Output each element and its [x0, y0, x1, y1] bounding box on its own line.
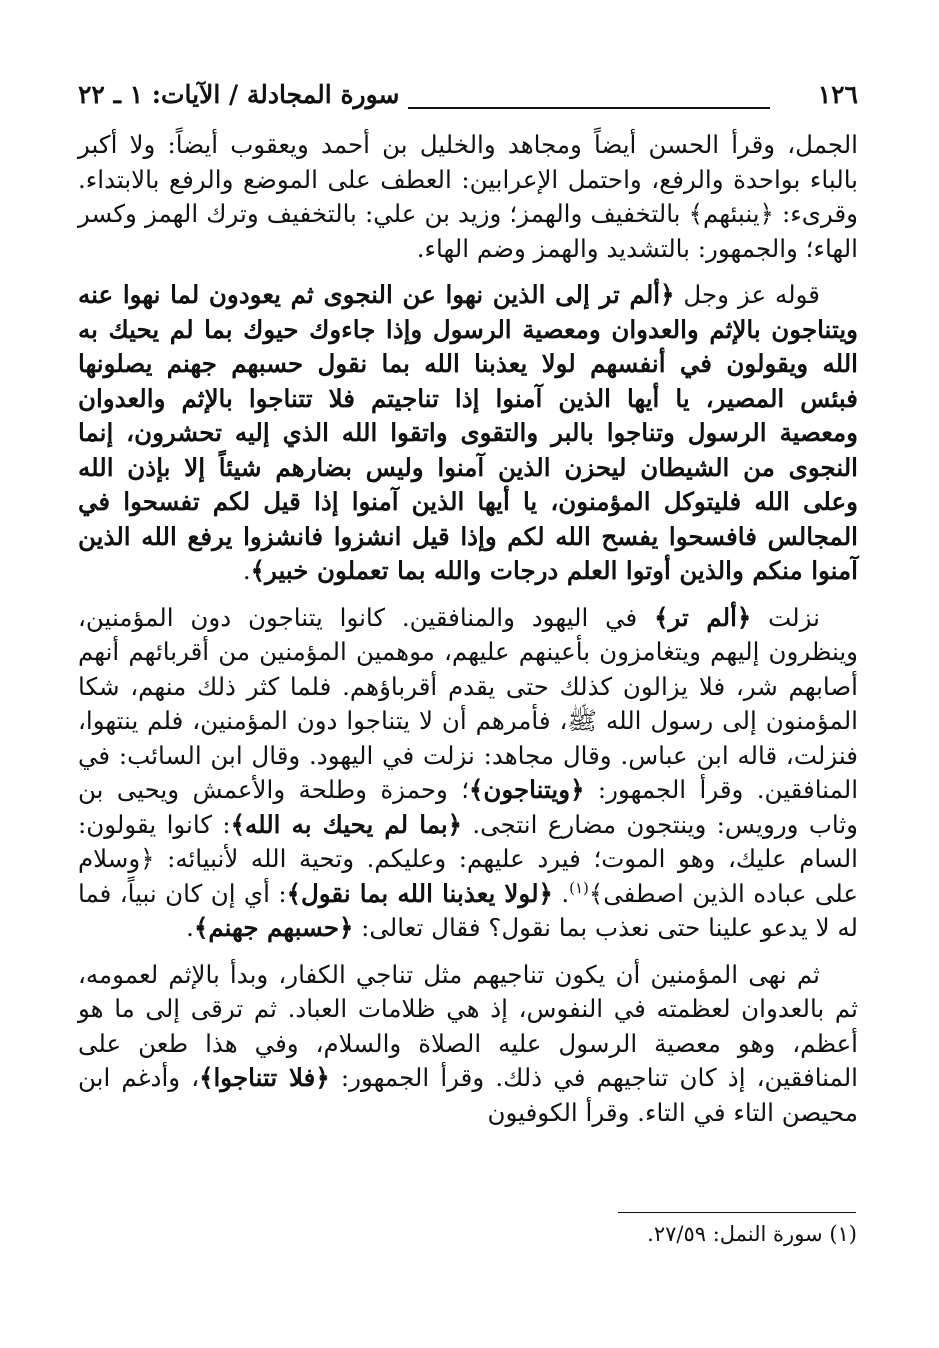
paragraph-2-end: . [242, 556, 251, 585]
p3-verse-alam-tara: ﴿ألم تر﴾ [654, 602, 752, 632]
page-header [78, 80, 858, 120]
paragraph-1-text: الجمل، وقرأ الحسن أيضاً ومجاهد والخليل بن أحمد ويعقوب أيضاً: ولا أكبر بالباء بواحدة والرفع، واحتمل الإعرابين: العطف على الموضع والرفع بالابتداء. وقرىء: ﴿ينبئهم﴾ بالتخفيف والهمز؛ وزيد بن علي: بالتخفيف وترك الهمز وكسر الهاء؛ والجمهور: بالتشديد والهمز وضم الهاء. [78, 130, 858, 263]
p3-verse-bima-lam: ﴿بما لم يحيك به الله﴾ [230, 809, 463, 839]
footnote-reference[interactable]: (١) [569, 878, 589, 897]
footnote-rule [618, 1212, 856, 1213]
p3-part-c: في اليهود والمنافقين. كانوا يتناجون دون المؤمنين، وينظرون إليهم ويتغامزون بأعينهم عليهم، موهمين المؤمنين من أقربائهم أنهم أصابهم شر، فلا يزالون كذلك حتى يقدم أقرباؤهم. فلما كثر ذلك منهم، شكا المؤمنون إلى رسول الله ﷺ، فأمرهم أن لا يتناجوا دون المؤمنين، فلم ينتهوا، فنزلت، قاله ابن عباس. وقال مجاهد: نزلت في اليهود. وقال ابن السائب: في المنافقين. وقرأ الجمهور: [78, 602, 859, 804]
p3-part-a: نزلت [751, 602, 820, 632]
p3-verse-yatanajawn: ﴿ويتناجون﴾ [469, 775, 585, 804]
p3-verse-hasbuhum: ﴿حسبهم جهنم﴾ [193, 913, 354, 942]
p3-part-g: : كانوا يقولون: السام عليك، وهو الموت؛ فيرد عليهم: وعليكم. وتحية الله لأنبيائه: ﴿وسلام على عباده الذين اصطفى﴾ [78, 809, 859, 908]
paragraph-2 [78, 278, 858, 589]
running-title: سورة المجادلة / الآيات: ١ ـ ٢٢ [78, 80, 400, 109]
paragraph-4 [78, 958, 858, 1131]
p4-verse-fala-tatanajaw: ﴿فلا تتناجوا﴾ [199, 1063, 330, 1092]
paragraph-2-lead: قوله عز وجل [674, 280, 821, 309]
paragraph-3 [78, 601, 858, 946]
header-rule [408, 107, 770, 109]
footnote-text: (١) سورة النمل: ٢٧/٥٩. [647, 1222, 857, 1246]
footnote [647, 1222, 857, 1246]
p3-part-h: . [552, 878, 570, 908]
page-number: ١٢٦ [817, 80, 858, 109]
p4-part-a: ثم نهى المؤمنين أن يكون تناجيهم مثل تناجي الكفار، وبدأ بالإثم لعمومه، ثم بالعدوان لعظمته في النفوس، إذ هي ظلامات العباد. ثم ترقى إلى ما هو أعظم، وهو معصية الرسول عليه الصلاة والسلام، وفي هذا طعن على المنافقين، إذ كان تناجيهم في ذلك. وقرأ الجمهور: [78, 959, 858, 1092]
p3-part-l: . [186, 913, 194, 942]
page-body [78, 128, 858, 1142]
p4-part-c: ، وأدغم ابن محيصن التاء في التاء. وقرأ الكوفيون [78, 1063, 858, 1127]
p3-part-e: ؛ وحمزة وطلحة والأعمش ويحيى بن وثاب ورويس: وينتجون مضارع انتجى. [78, 775, 858, 839]
quran-verse-block: ﴿ألم تر إلى الذين نهوا عن النجوى ثم يعودون لما نهوا عنه ويتناجون بالإثم والعدوان ومعصية الرسول وإذا جاءوك حيوك بما لم يحيك به الله ويقولون في أنفسهم لولا يعذبنا الله بما نقول حسبهم جهنم يصلونها فبئس المصير، يا أيها الذين آمنوا إذا تناجيتم فلا تتناجوا بالإثم والعدوان ومعصية الرسول وتناجوا بالبر والتقوى واتقوا الله الذي إليه تحشرون، إنما النجوى من الشيطان ليحزن الذين آمنوا وليس بضارهم شيئاً إلا بإذن الله وعلى الله فليتوكل المؤمنون، يا أيها الذين آمنوا إذا قيل لكم تفسحوا في المجالس فافسحوا يفسح الله لكم وإذا قيل انشزوا فانشزوا يرفع الله الذين آمنوا منكم والذين أوتوا العلم درجات والله بما تعملون خبير﴾ [78, 280, 858, 585]
p3-verse-lawla: ﴿لولا يعذبنا الله بما نقول﴾ [286, 878, 553, 908]
p3-part-j: : أي إن كان نبياً، فما له لا يدعو علينا حتى نعذب بما نقول؟ فقال تعالى: [78, 878, 858, 942]
paragraph-1 [78, 128, 858, 266]
